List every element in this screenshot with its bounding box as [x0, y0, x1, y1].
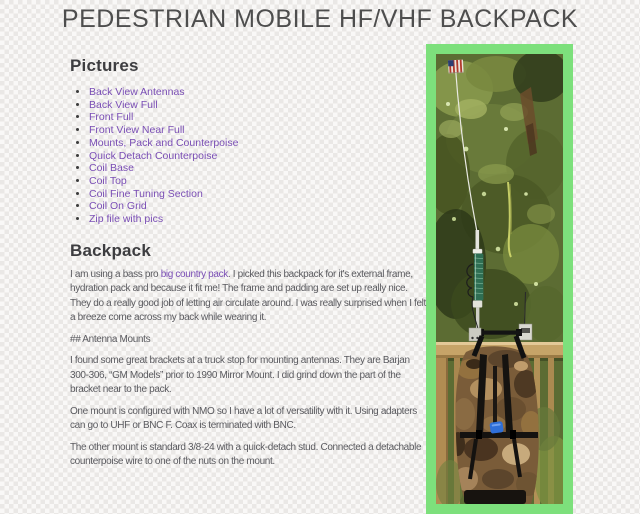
- picture-link-back-view-full[interactable]: Back View Full: [89, 98, 158, 111]
- list-item: [89, 175, 426, 188]
- list-item: [89, 124, 426, 137]
- list-item: [89, 86, 426, 99]
- backpack-heading: Backpack: [70, 240, 151, 260]
- list-item: [89, 150, 426, 163]
- list-item: [89, 111, 426, 124]
- big-country-pack-link[interactable]: big country pack: [160, 268, 228, 280]
- antenna-mast: [476, 230, 480, 250]
- content-column: [70, 56, 426, 477]
- picture-link-zip-file[interactable]: Zip file with pics: [89, 213, 164, 226]
- intro-text-before: I am using a bass pro: [70, 268, 161, 280]
- list-item: [89, 137, 426, 150]
- picture-link-quick-detach-counterpoise[interactable]: Quick Detach Counterpoise: [89, 149, 218, 162]
- list-item: [89, 188, 426, 201]
- list-item: [89, 162, 426, 175]
- american-flag: [448, 60, 464, 74]
- antenna-mounts-marker: ## Antenna Mounts: [70, 333, 151, 345]
- list-item: [89, 99, 426, 112]
- picture-link-mounts-pack-counterpoise[interactable]: Mounts, Pack and Counterpoise: [89, 136, 239, 149]
- paragraph-other-mount: The other mount is standard 3/8-24 with a quick-detach stud. Connected a detachable counterpoise wire to one of the nuts on the mount.: [70, 441, 422, 468]
- picture-link-back-view-antennas[interactable]: Back View Antennas: [89, 86, 185, 98]
- picture-link-coil-on-grid[interactable]: Coil On Grid: [89, 200, 147, 213]
- backpack-photo-frame: [426, 44, 573, 514]
- list-item: [89, 213, 426, 226]
- antenna-coil: [474, 254, 483, 301]
- blue-carabiner: [489, 421, 503, 434]
- picture-link-front-full[interactable]: Front Full: [89, 111, 134, 124]
- paragraph-backpack-intro: [70, 268, 426, 326]
- paragraph-brackets: I found some great brackets at a truck stop for mounting antennas. They are Barjan 300-306, “GM Models” prior to 1990 Mirror Mount. I did grind down the part of the bracket near to the pack.: [70, 355, 410, 396]
- picture-link-coil-base[interactable]: Coil Base: [89, 162, 134, 175]
- page-title: PEDESTRIAN MOBILE HF/VHF BACKPACK: [61, 5, 579, 33]
- picture-link-coil-fine-tuning[interactable]: Coil Fine Tuning Section: [89, 187, 203, 200]
- picture-link-front-view-near-full[interactable]: Front View Near Full: [89, 124, 185, 137]
- intro-text-after: . I picked this backpack for it's external frame, hydration pack and because it fit me! The frame and padding are set up really nice. They do a really good job of letting air circulate around. I was really surprised when I felt a breeze come across my back while wearing it.: [70, 268, 426, 324]
- backpack-antenna-photo: [436, 54, 563, 504]
- picture-link-coil-top[interactable]: Coil Top: [89, 174, 127, 187]
- mount-bracket-bar: [480, 331, 522, 335]
- list-item: [89, 200, 426, 213]
- pictures-list: [75, 86, 426, 226]
- paragraph-nmo-mount: One mount is configured with NMO so I have a lot of versatility with it. Using adapters can go to UHF or BNC F. Coax is terminated with BNC.: [70, 405, 417, 432]
- pictures-heading: Pictures: [70, 56, 139, 75]
